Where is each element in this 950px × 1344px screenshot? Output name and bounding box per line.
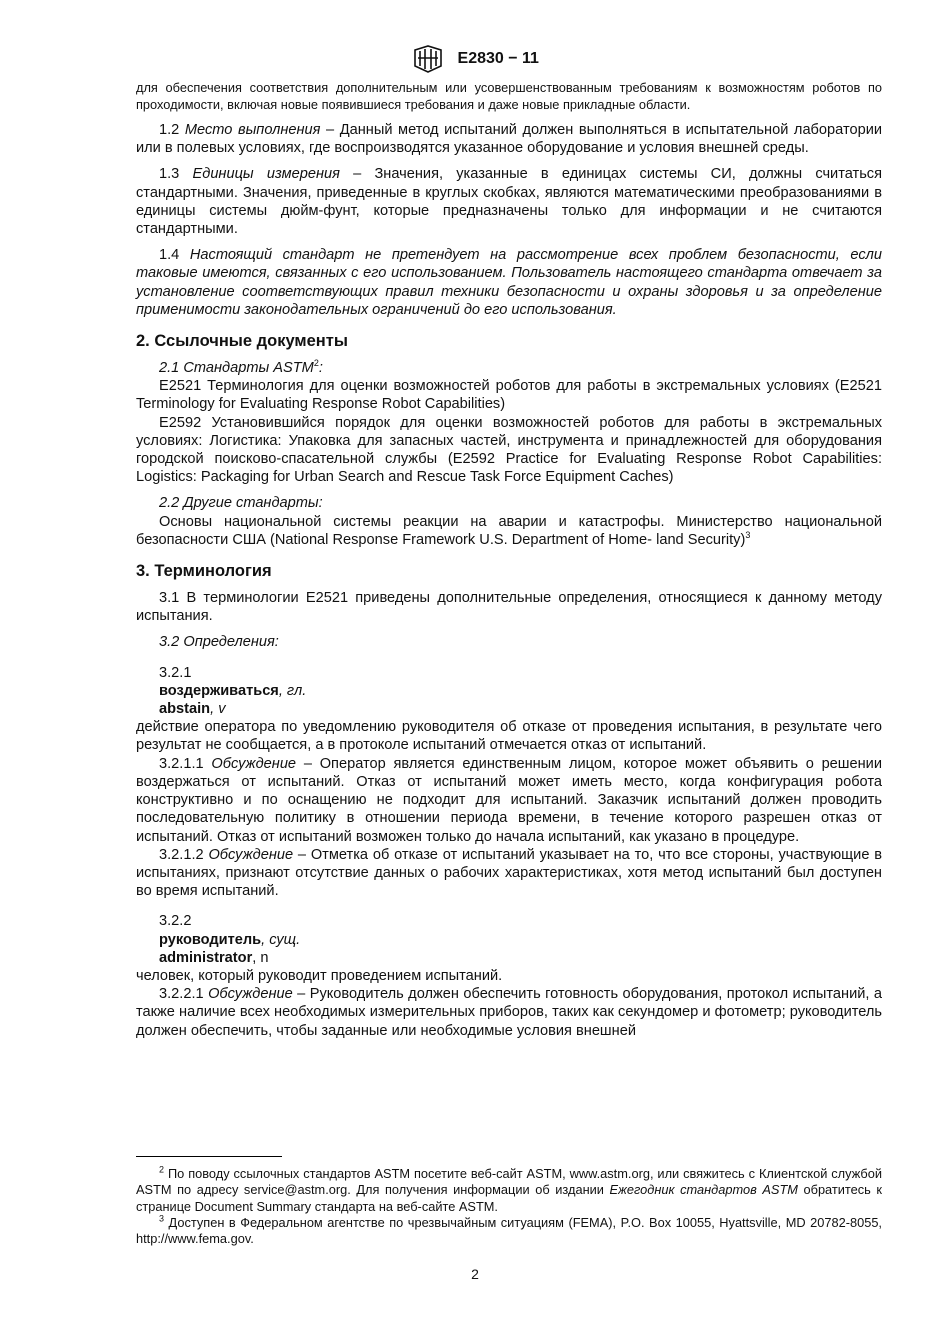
section-text: – Значения, указанные в единицах системы СИ, должны считаться стандартными. Значения, приведенные в круглых скобках, являются математическими преобразованиями в единицы системы дюйм-фунт, которые предназначены только для информации и не считаются стандартными. bbox=[136, 166, 883, 238]
term-3-2-2-number: 3.2.2 bbox=[159, 913, 192, 930]
section-title: Место выполнения bbox=[184, 122, 321, 138]
section-number: 1.4 bbox=[159, 247, 180, 264]
footnote-ref: 2 bbox=[313, 358, 319, 369]
footnote-3 bbox=[136, 1215, 882, 1248]
reference-e2592: E2592 Установившийся порядок для оценки возможностей роботов для работы в экстремальных условиях: Логистика: Упаковка для запасных частей, инструмента и принадлежностей для оборудования городской поисково-спасательной службы (E2592 Practice for Evaluating Response Robot Capabilities: Logistics: Packaging for Urban Search and Rescue Task Force Equipment Caches) bbox=[136, 414, 882, 486]
footnote-divider bbox=[136, 1156, 282, 1157]
term-en: abstain bbox=[159, 701, 211, 718]
footnotes bbox=[136, 1166, 882, 1247]
section-3-1: 3.1 В терминологии E2521 приведены дополнительные определения, относящиеся к данному методу испытания. bbox=[136, 590, 882, 625]
footnote-mark: 2 bbox=[159, 1164, 165, 1175]
section-2-2-label bbox=[136, 494, 882, 512]
term-pos: , сущ. bbox=[261, 931, 301, 948]
term-pos: , гл. bbox=[278, 682, 307, 699]
section-1-3 bbox=[136, 165, 882, 238]
standard-code: E2830 − 11 bbox=[457, 50, 539, 67]
term-pos: , v bbox=[210, 701, 226, 718]
reference-text: Основы национальной системы реакции на аварии и катастрофы. Министерство национальной безопасности США (National Response Framework U.S. Department of Home- land Security) bbox=[136, 513, 882, 548]
term-3-2-1-definition: действие оператора по уведомлению руководителя об отказе от проведения испытания, в результате чего результат не сообщается, а в протоколе испытаний отмечается отказ от испытаний. bbox=[136, 719, 882, 754]
reference-e2521: E2521 Терминология для оценки возможностей роботов для работы в экстремальных условиях (E2521 Terminology for Evaluating Response Robot Capabilities) bbox=[136, 378, 882, 413]
term-ru: воздерживаться bbox=[159, 682, 279, 699]
intro-paragraph: для обеспечения соответствия дополнительным или усовершенствованным требованиям к возможностям роботов по проходимости, включая новые появившиеся требования и даже новые прикладные области. bbox=[136, 80, 882, 112]
section-title: Единицы измерения bbox=[192, 166, 340, 183]
footnote-2 bbox=[136, 1166, 882, 1215]
page-number: 2 bbox=[471, 1266, 479, 1282]
discussion-number: 3.2.1.2 bbox=[159, 846, 204, 863]
footnote-text: обратитесь к странице Document Summary стандарта на веб-сайте ASTM. bbox=[136, 1182, 882, 1214]
footnote-ref: 3 bbox=[745, 530, 751, 540]
discussion-3-2-1-2 bbox=[136, 846, 882, 901]
section-1-4 bbox=[136, 246, 882, 319]
section-number: 1.2 bbox=[159, 122, 180, 138]
discussion-text: – Руководитель должен обеспечить готовность оборудования, протокол испытаний, а также наличие всех необходимых измерительных приборов, таких как секундомер и фотометр; руководитель должен обеспечить, чтобы заданные или необходимые условия внешней bbox=[136, 986, 882, 1039]
term-3-2-1-ru bbox=[136, 682, 882, 700]
term-ru: руководитель bbox=[159, 931, 262, 948]
label-text: 2.2 Другие стандарты: bbox=[159, 495, 323, 512]
label-colon: : bbox=[318, 360, 323, 377]
footnote-italic: Ежегодник стандартов ASTM bbox=[609, 1182, 798, 1198]
discussion-number: 3.2.1.1 bbox=[159, 755, 204, 772]
discussion-title: Обсуждение bbox=[208, 846, 294, 863]
main-content bbox=[136, 80, 882, 1040]
reference-nrf bbox=[136, 513, 882, 549]
discussion-text: – Оператор является единственным лицом, которое может объявить о решении воздержаться от испытаний. Отказ от испытаний может иметь место, когда конфигурация робота конструктивно и по оснащению не подходит для испытаний. Заказчик испытаний должен проводить последовательную политику в отношении периода времени, в течение которого разрешен отказ от испытаний. Отказ от испытаний возможен только до начала испытаний, как указано в процедуре. bbox=[136, 755, 882, 845]
discussion-text: – Отметка об отказе от испытаний указывает на то, что все стороны, участвующие в испытаниях, признают отсутствие данных о рабочих характеристиках, хотя метод испытаний был доступен во время испытаний. bbox=[136, 846, 882, 900]
discussion-title: Обсуждение bbox=[208, 986, 293, 1003]
footnote-text: По поводу ссылочных стандартов ASTM посетите веб-сайт ASTM, www.astm.org, или свяжитесь с Клиентской службой ASTM по адресу service@astm.org. Для получения информации об издании bbox=[136, 1166, 882, 1198]
page-header bbox=[0, 44, 950, 74]
section-text: – Данный метод испытаний должен выполняться в испытательной лаборатории или в полевых условиях, где воспроизводятся указанное оборудование и условия внешней среды. bbox=[136, 122, 883, 157]
section-2-heading: 2. Ссылочные документы bbox=[136, 332, 348, 351]
label-text: 2.1 Стандарты ASTM bbox=[159, 360, 314, 377]
discussion-title: Обсуждение bbox=[211, 755, 297, 772]
section-text: Настоящий стандарт не претендует на рассмотрение всех проблем безопасности, если таковые имеются, связанных с его использованием. Пользователь настоящего стандарта отвечает за установление соответствующих правил техники безопасности и охраны здоровья и за определение применимости законодательных ограничений до его использования. bbox=[136, 247, 882, 318]
section-1-2 bbox=[136, 121, 882, 157]
footnote-mark: 3 bbox=[159, 1213, 165, 1224]
label-text: 3.2 Определения: bbox=[159, 634, 279, 651]
discussion-3-2-2-1 bbox=[136, 985, 882, 1040]
term-3-2-2-ru bbox=[136, 931, 882, 949]
section-number: 1.3 bbox=[159, 166, 180, 183]
section-3-2 bbox=[136, 633, 882, 651]
term-3-2-2-definition: человек, который руководит проведением испытаний. bbox=[136, 967, 503, 984]
discussion-number: 3.2.2.1 bbox=[159, 986, 204, 1003]
term-pos: , n bbox=[252, 949, 269, 966]
term-3-2-1-number: 3.2.1 bbox=[159, 664, 192, 681]
footnote-text: Доступен в Федеральном агентстве по чрезвычайным ситуациям (FEMA), P.O. Box 10055, Hyattsville, MD 20782-8055, http://www.fema.gov. bbox=[136, 1214, 882, 1247]
term-3-2-2-en bbox=[136, 949, 882, 967]
section-3-heading: 3. Терминология bbox=[136, 562, 272, 581]
astm-logo-icon bbox=[411, 44, 445, 74]
term-en: administrator bbox=[159, 949, 253, 966]
section-2-1-label bbox=[136, 359, 882, 377]
discussion-3-2-1-1 bbox=[136, 755, 882, 846]
term-3-2-1-en bbox=[136, 700, 882, 718]
